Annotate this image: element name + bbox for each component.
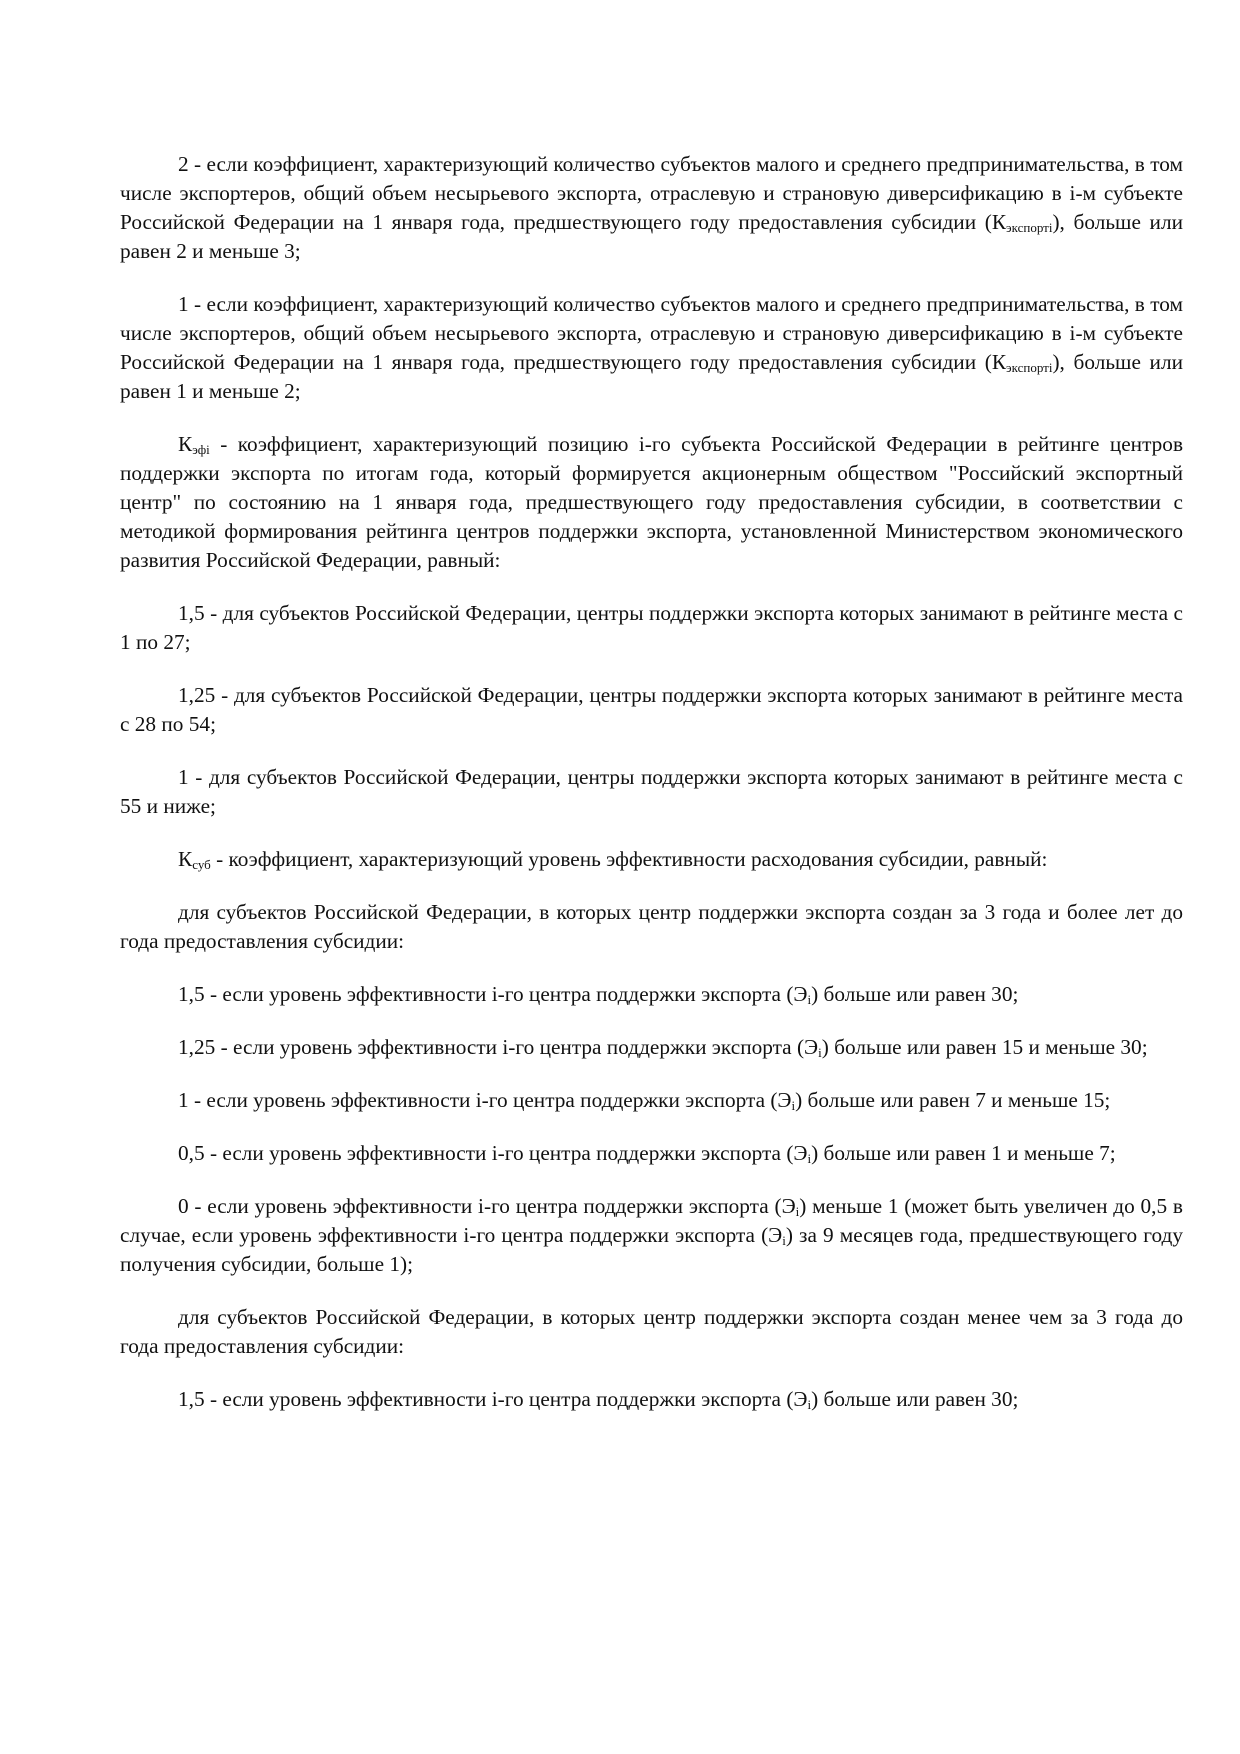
paragraph	[120, 1139, 1183, 1168]
paragraph	[120, 1192, 1183, 1279]
subscript-text: i	[807, 1397, 812, 1412]
subscript-text: i	[807, 1151, 812, 1166]
paragraph-text: К	[178, 847, 193, 871]
paragraph-text: 0,5 - если уровень эффективности i-го центра поддержки экспорта (Э	[178, 1141, 808, 1165]
paragraph	[120, 290, 1183, 406]
document-page	[120, 150, 1183, 1438]
paragraph	[120, 430, 1183, 575]
paragraph-text: 1 - для субъектов Российской Федерации, центры поддержки экспорта которых занимают в рейтинге места с 55 и ниже;	[120, 765, 1183, 818]
paragraph	[120, 1385, 1183, 1414]
subscript-text: экспортi	[1006, 360, 1053, 375]
paragraph-text: 1 - если уровень эффективности i-го центра поддержки экспорта (Э	[178, 1088, 792, 1112]
paragraph-text: ) меньше 1 (может быть увеличен до 0,5 в случае, если уровень эффективности i-го центра поддержки экспорта (Э	[120, 1194, 1183, 1247]
paragraph-text: 1,25 - для субъектов Российской Федерации, центры поддержки экспорта которых занимают в рейтинге места с 28 по 54;	[120, 683, 1183, 736]
paragraph-text: ), больше или равен 1 и меньше 2;	[120, 350, 1183, 403]
paragraph	[120, 1033, 1183, 1062]
paragraph-text: ), больше или равен 2 и меньше 3;	[120, 210, 1183, 263]
paragraph-text: ) больше или равен 1 и меньше 7;	[811, 1141, 1116, 1165]
paragraph-text: 1 - если коэффициент, характеризующий количество субъектов малого и среднего предпринимательства, в том числе экспортеров, общий объем несырьевого экспорта, отраслевую и страновую диверсификацию в i-м субъекте Российской Федерации на 1 января года, предшествующего году предоставления субсидии (К	[120, 292, 1183, 374]
paragraph-text: - коэффициент, характеризующий уровень эффективности расходования субсидии, равный:	[210, 847, 1048, 871]
paragraph-text: ) больше или равен 30;	[811, 1387, 1019, 1411]
paragraph-text: ) больше или равен 30;	[811, 982, 1019, 1006]
subscript-text: суб	[192, 857, 211, 872]
subscript-text: экспортi	[1006, 220, 1053, 235]
paragraph-text: 2 - если коэффициент, характеризующий количество субъектов малого и среднего предпринимательства, в том числе экспортеров, общий объем несырьевого экспорта, отраслевую и страновую диверсификацию в i-м субъекте Российской Федерации на 1 января года, предшествующего году предоставления субсидии (К	[120, 152, 1183, 234]
paragraph-text: 1,5 - для субъектов Российской Федерации, центры поддержки экспорта которых занимают в рейтинге места с 1 по 27;	[120, 601, 1183, 654]
paragraph	[120, 980, 1183, 1009]
subscript-text: эфi	[192, 442, 210, 457]
subscript-text: i	[807, 992, 812, 1007]
paragraph-text: ) больше или равен 7 и меньше 15;	[795, 1088, 1111, 1112]
paragraph	[120, 1086, 1183, 1115]
paragraph	[120, 681, 1183, 739]
paragraph-text: 1,5 - если уровень эффективности i-го центра поддержки экспорта (Э	[178, 982, 808, 1006]
paragraph-text: - коэффициент, характеризующий позицию i-го субъекта Российской Федерации в рейтинге центров поддержки экспорта по итогам года, который формируется акционерным обществом "Российский экспортный центр" по состоянию на 1 января года, предшествующего году предоставления субсидии, в соответствии с методикой формирования рейтинга центров поддержки экспорта, установленной Министерством экономического развития Российской Федерации, равный:	[120, 432, 1183, 572]
paragraph	[120, 1303, 1183, 1361]
paragraph	[120, 599, 1183, 657]
paragraph	[120, 898, 1183, 956]
subscript-text: i	[818, 1045, 822, 1060]
paragraph	[120, 845, 1183, 874]
paragraph	[120, 763, 1183, 821]
paragraph-text: 1,25 - если уровень эффективности i-го центра поддержки экспорта (Э	[178, 1035, 819, 1059]
paragraph-text: 0 - если уровень эффективности i-го центра поддержки экспорта (Э	[178, 1194, 796, 1218]
paragraph-text: 1,5 - если уровень эффективности i-го центра поддержки экспорта (Э	[178, 1387, 808, 1411]
paragraph-text: К	[178, 432, 193, 456]
paragraph-text: для субъектов Российской Федерации, в которых центр поддержки экспорта создан менее чем за 3 года до года предоставления субсидии:	[120, 1305, 1183, 1358]
paragraph-text: для субъектов Российской Федерации, в которых центр поддержки экспорта создан за 3 года и более лет до года предоставления субсидии:	[120, 900, 1183, 953]
paragraph-text: ) за 9 месяцев года, предшествующего году получения субсидии, больше 1);	[120, 1223, 1183, 1276]
subscript-text: i	[791, 1098, 796, 1113]
subscript-text: i	[782, 1233, 786, 1248]
paragraph	[120, 150, 1183, 266]
subscript-text: i	[795, 1204, 800, 1219]
paragraph-text: ) больше или равен 15 и меньше 30;	[821, 1035, 1148, 1059]
